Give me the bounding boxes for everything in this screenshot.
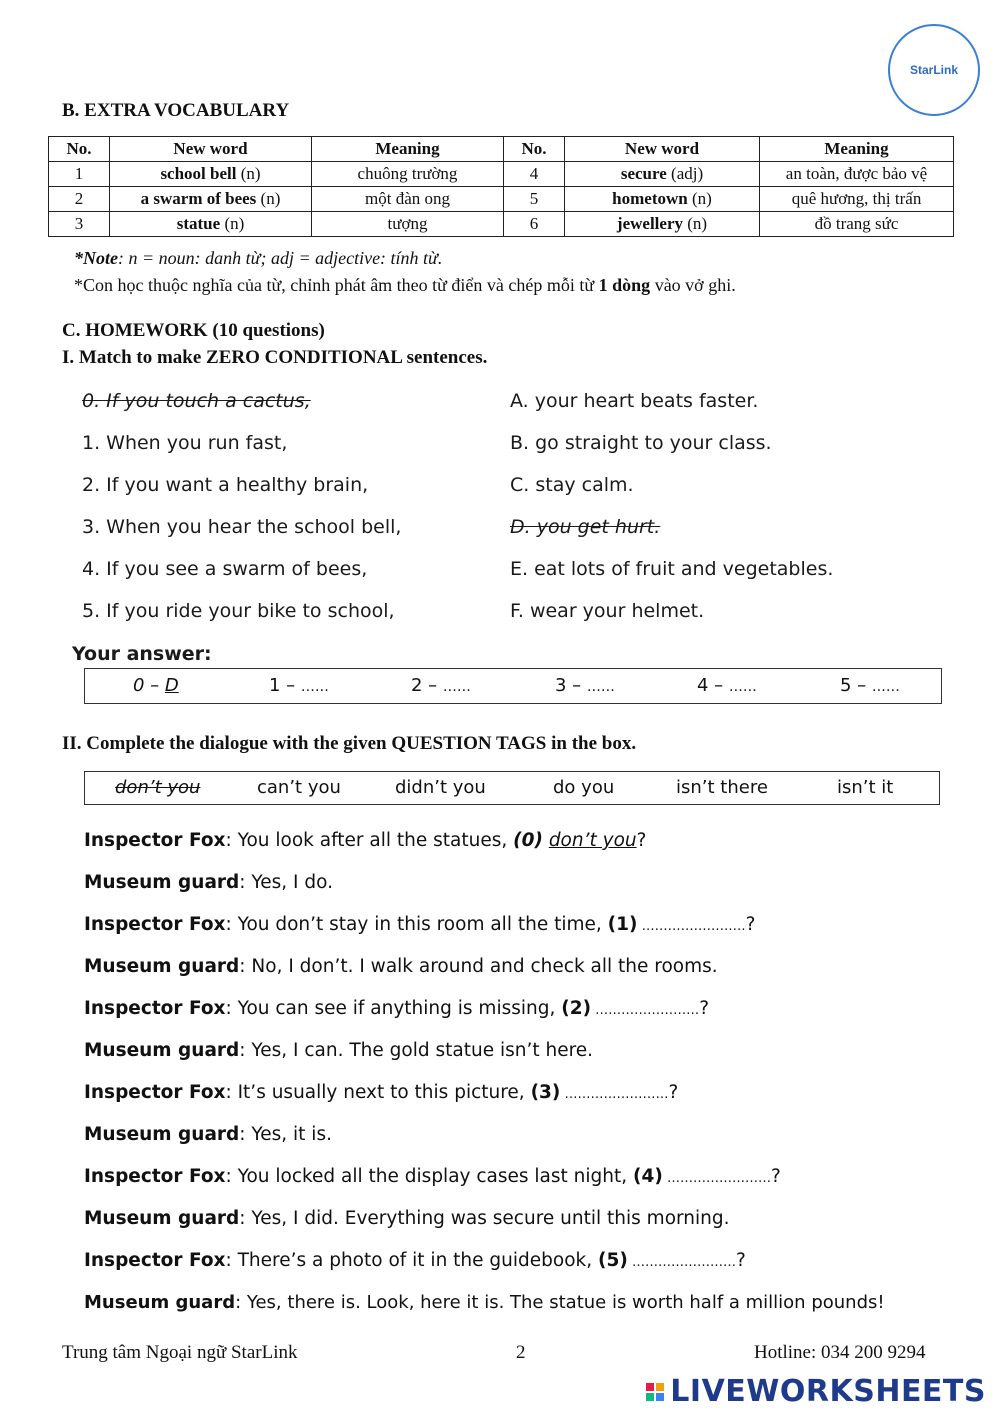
tag-2: didn’t you	[395, 777, 486, 798]
col-no: No.	[504, 137, 565, 162]
blank-2[interactable]: ……………………	[591, 1003, 700, 1018]
table-row	[49, 212, 954, 237]
dialogue-line: Museum guard: Yes, there is. Look, here it is. The statue is worth half a million pounds!	[84, 1292, 885, 1313]
match-right-d: D. you get hurt.	[510, 516, 661, 538]
cell-word: jewellery (n)	[565, 212, 760, 237]
dialogue-line: Inspector Fox: It’s usually next to this picture, (3) ……………………?	[84, 1082, 679, 1103]
match-left-2: 2. If you want a healthy brain,	[82, 474, 369, 496]
match-left-4: 4. If you see a swarm of bees,	[82, 558, 368, 580]
homework-heading: C. HOMEWORK (10 questions)	[62, 320, 325, 341]
logo-text: StarLink	[909, 63, 958, 77]
answer-2[interactable]: 2 – ……	[411, 675, 471, 696]
footer-hotline: Hotline: 034 200 9294	[754, 1342, 926, 1363]
cell-no: 2	[49, 187, 110, 212]
cell-meaning: an toàn, được bảo vệ	[760, 162, 954, 187]
dialogue-line: Museum guard: No, I don’t. I walk around and check all the rooms.	[84, 956, 718, 977]
liveworksheets-text: LIVEWORKSHEETS	[670, 1374, 986, 1409]
match-left-5: 5. If you ride your bike to school,	[82, 600, 395, 622]
tag-4: isn’t there	[676, 777, 768, 798]
dialogue-line: Inspector Fox: You can see if anything is missing, (2) ……………………?	[84, 998, 710, 1019]
blank-4[interactable]: ……………………	[662, 1171, 771, 1186]
dialogue-line: Inspector Fox: You don’t stay in this room all the time, (1) ……………………?	[84, 914, 756, 935]
match-right-b: B. go straight to your class.	[510, 432, 772, 454]
match-left-1: 1. When you run fast,	[82, 432, 288, 454]
cell-word: a swarm of bees (n)	[110, 187, 312, 212]
part1-title: I. Match to make ZERO CONDITIONAL sentences.	[62, 347, 488, 368]
cell-no: 1	[49, 162, 110, 187]
tag-0: don’t you	[115, 777, 201, 798]
dialogue-line: Museum guard: Yes, I do.	[84, 872, 333, 893]
vocab-table	[48, 136, 954, 237]
cell-meaning: tượng	[312, 212, 504, 237]
match-right-c: C. stay calm.	[510, 474, 634, 496]
vocab-heading: B. EXTRA VOCABULARY	[62, 100, 290, 121]
note-line: *Note: n = noun: danh từ; adj = adjective: tính từ.	[74, 248, 443, 268]
cell-word: hometown (n)	[565, 187, 760, 212]
table-row	[49, 162, 954, 187]
cell-no: 5	[504, 187, 565, 212]
col-meaning: Meaning	[760, 137, 954, 162]
blank-1[interactable]: ……………………	[637, 919, 746, 934]
cell-meaning: một đàn ong	[312, 187, 504, 212]
col-new-word: New word	[110, 137, 312, 162]
answer-box	[84, 668, 942, 704]
answer-5[interactable]: 5 – ……	[840, 675, 900, 696]
blank-3[interactable]: ……………………	[560, 1087, 669, 1102]
instruction-line: *Con học thuộc nghĩa của từ, chỉnh phát âm theo từ điển và chép mỗi từ 1 dòng vào vở ghi.	[74, 275, 736, 295]
answer-4[interactable]: 4 – ……	[697, 675, 757, 696]
match-left-3: 3. When you hear the school bell,	[82, 516, 402, 538]
table-row	[49, 187, 954, 212]
dialogue-line: Museum guard: Yes, I can. The gold statue isn’t here.	[84, 1040, 594, 1061]
cell-meaning: đồ trang sức	[760, 212, 954, 237]
cell-word: school bell (n)	[110, 162, 312, 187]
liveworksheets-logo	[646, 1374, 986, 1409]
vocab-header-row	[49, 137, 954, 162]
your-answer-label: Your answer:	[72, 643, 212, 665]
answer-1[interactable]: 1 – ……	[269, 675, 329, 696]
cell-word: secure (adj)	[565, 162, 760, 187]
cell-meaning: chuông trường	[312, 162, 504, 187]
match-left-0: 0. If you touch a cactus,	[82, 390, 311, 412]
question-tag-box	[84, 771, 940, 805]
blank-5[interactable]: ……………………	[627, 1255, 736, 1270]
cell-no: 3	[49, 212, 110, 237]
dialogue-line: Inspector Fox: There’s a photo of it in the guidebook, (5) ……………………?	[84, 1250, 746, 1271]
col-no: No.	[49, 137, 110, 162]
part2-title: II. Complete the dialogue with the given QUESTION TAGS in the box.	[62, 733, 637, 754]
cell-word: statue (n)	[110, 212, 312, 237]
col-new-word: New word	[565, 137, 760, 162]
match-right-e: E. eat lots of fruit and vegetables.	[510, 558, 834, 580]
cell-meaning: quê hương, thị trấn	[760, 187, 954, 212]
dialogue-line: Inspector Fox: You locked all the display cases last night, (4) ……………………?	[84, 1166, 781, 1187]
tag-3: do you	[553, 777, 615, 798]
answer-3[interactable]: 3 – ……	[555, 675, 615, 696]
tag-5: isn’t it	[837, 777, 894, 798]
starlink-logo	[888, 24, 980, 116]
page-number: 2	[516, 1342, 526, 1363]
col-meaning: Meaning	[312, 137, 504, 162]
answer-0: 0 – D	[133, 675, 179, 696]
dialogue-line: Museum guard: Yes, it is.	[84, 1124, 332, 1145]
liveworksheets-icon	[646, 1383, 664, 1401]
cell-no: 4	[504, 162, 565, 187]
dialogue-line: Museum guard: Yes, I did. Everything was secure until this morning.	[84, 1208, 730, 1229]
footer-center-name: Trung tâm Ngoại ngữ StarLink	[62, 1342, 298, 1363]
dialogue-line: Inspector Fox: You look after all the statues, (0) don’t you?	[84, 830, 647, 851]
cell-no: 6	[504, 212, 565, 237]
tag-1: can’t you	[257, 777, 341, 798]
match-right-f: F. wear your helmet.	[510, 600, 705, 622]
match-right-a: A. your heart beats faster.	[510, 390, 759, 412]
